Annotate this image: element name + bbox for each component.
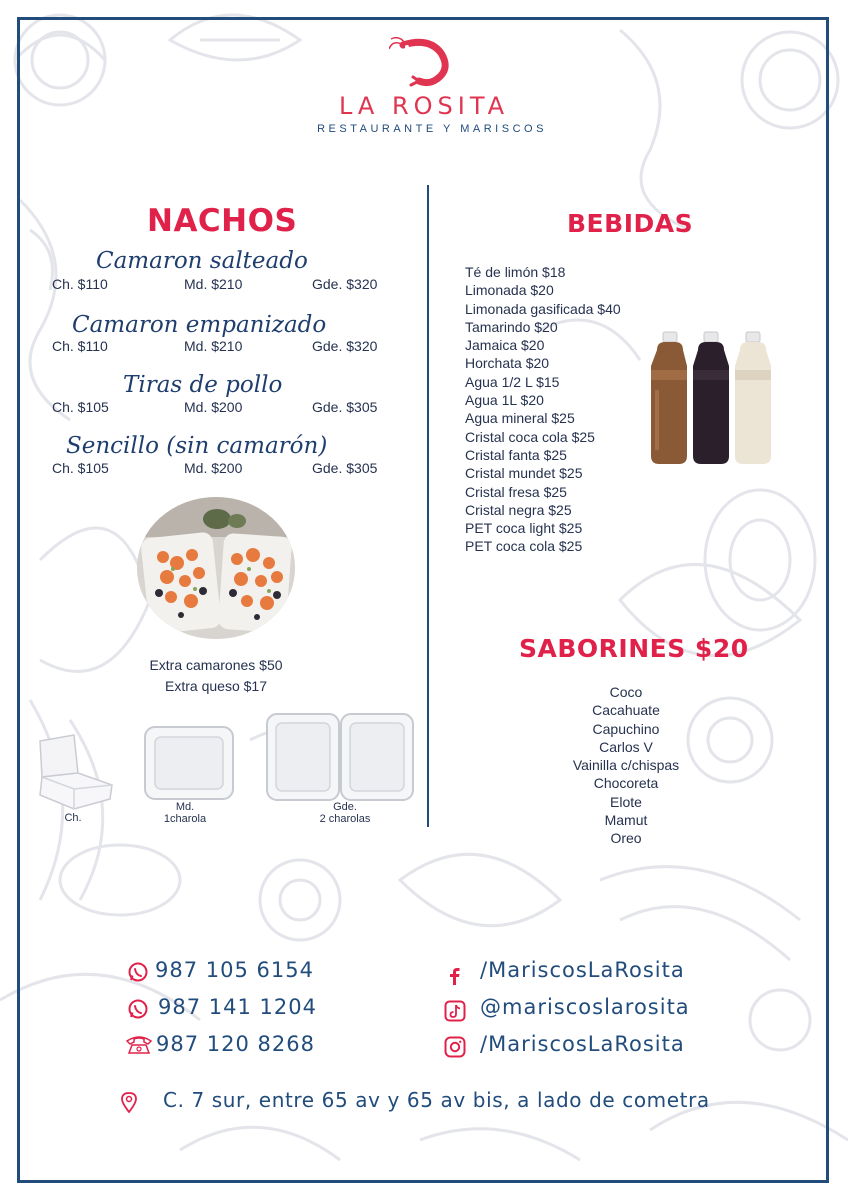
list-item: Vainilla c/chispas [572,757,680,774]
dish-name: Camaron empanizado [72,312,327,338]
shrimp-icon [389,35,459,87]
list-item: Elote [610,793,642,810]
list-item: Cristal mundet $25 [465,465,583,482]
tray-caption-medium [150,801,220,825]
telephone-icon [124,1033,154,1055]
price-large: Gde. $320 [312,276,378,292]
bebidas-title: BEBIDAS [567,209,694,238]
instagram-link[interactable]: /MariscosLaRosita [480,1032,685,1056]
list-item: Té de limón $18 [465,264,566,280]
list-item: Chocoreta [593,775,659,792]
facebook-icon [444,964,466,986]
list-item: PET coca light $25 [465,520,583,537]
tray-count-label: 1charola [163,813,207,825]
list-item: Limonada $20 [465,282,554,299]
tray-count-label: 2 charolas [319,813,371,825]
dish-name: Camaron salteado [96,248,308,274]
address: C. 7 sur, entre 65 av y 65 av bis, a lado de cometra [163,1088,710,1112]
phone-number-2[interactable]: 987 141 1204 [158,995,317,1019]
tray-size-label: Md. [175,801,195,813]
list-item: Limonada gasificada $40 [465,300,621,317]
price-large: Gde. $305 [312,399,378,415]
single-tray-icon [143,725,235,801]
dish-name: Sencillo (sin camarón) [66,433,328,459]
price-medium: Md. $210 [184,338,243,354]
price-small: Ch. $110 [52,338,108,354]
whatsapp-icon [127,998,149,1020]
extra-shrimp: Extra camarones $50 [149,657,283,673]
list-item: PET coca cola $25 [465,538,583,555]
list-item: Coco [609,684,643,700]
price-medium: Md. $200 [184,399,243,415]
tiktok-link[interactable]: @mariscoslarosita [480,995,690,1019]
list-item: Agua mineral $25 [465,410,575,427]
instagram-icon [444,1036,466,1058]
tray-caption-large [300,801,390,825]
price-large: Gde. $320 [312,338,378,354]
phone-number-1[interactable]: 987 105 6154 [155,958,314,982]
tiktok-icon [444,1000,466,1022]
list-item: Horchata $20 [465,355,550,372]
tray-caption-small: Ch. [64,812,82,824]
flavor-list [512,683,740,848]
foam-clamshell-icon [34,733,116,813]
tray-size-label: Gde. [333,801,357,813]
dish-name: Tiras de pollo [123,372,283,398]
drink-list [465,263,621,556]
whatsapp-icon [127,961,149,983]
list-item: Cristal fanta $25 [465,446,567,463]
drink-bottles-photo [651,330,771,466]
facebook-link[interactable]: /MariscosLaRosita [480,958,685,982]
price-small: Ch. $105 [52,460,109,476]
list-item: Cristal negra $25 [465,501,572,518]
price-medium: Md. $200 [184,460,243,476]
column-divider [427,185,429,827]
list-item: Capuchino [592,720,660,737]
list-item: Cacahuate [592,702,660,719]
logo [0,35,848,87]
list-item: Cristal coca cola $25 [465,428,595,445]
price-small: Ch. $105 [52,399,109,415]
list-item: Jamaica $20 [465,337,545,354]
extra-cheese: Extra queso $17 [165,678,267,694]
list-item: Agua 1L $20 [465,392,544,409]
list-item: Agua 1/2 L $15 [465,373,560,390]
nachos-title: NACHOS [147,203,298,239]
phone-number-3[interactable]: 987 120 8268 [156,1032,315,1056]
nachos-photo [137,497,295,639]
location-pin-icon [120,1091,138,1113]
price-small: Ch. $110 [52,276,108,292]
brand-name: LA ROSITA [338,92,510,120]
double-tray-icon [265,712,415,802]
brand-subtitle: RESTAURANTE Y MARISCOS [317,123,547,135]
list-item: Tamarindo $20 [465,318,558,335]
list-item: Mamut [604,812,648,829]
saborines-title: SABORINES $20 [519,634,749,663]
price-large: Gde. $305 [312,460,378,476]
list-item: Carlos V [599,738,653,755]
list-item: Cristal fresa $25 [465,483,567,500]
price-medium: Md. $210 [184,276,243,292]
list-item: Oreo [610,830,642,847]
